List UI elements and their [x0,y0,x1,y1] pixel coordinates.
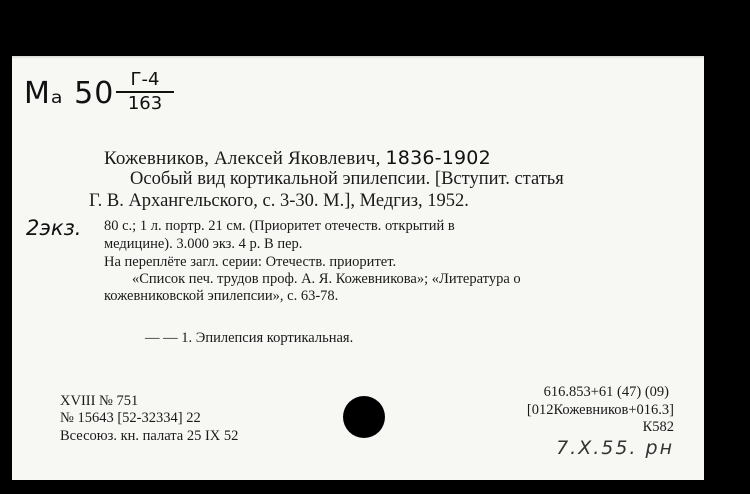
registration-line3: Всесоюз. кн. палата 25 IX 52 [60,428,239,444]
copies-mark: 2экз. [26,216,82,240]
catalog-card [12,56,704,480]
note-line1: На переплёте загл. серии: Отечеств. приоритет. [104,254,397,270]
shelfmark-main: Mₐ 50 [24,76,115,111]
classification-line3: К582 [642,419,674,435]
collation-line2: медицине). 3.000 экз. 4 р. В пер. [104,236,303,252]
collation-line1: 80 с.; 1 л. портр. 21 см. (Приоритет отечеств. открытий в [104,218,455,234]
shelfmark-numerator: Г-4 [130,69,160,90]
classification-line1: 616.853+61 (47) (09) [543,384,669,400]
shelfmark-fraction [116,70,174,114]
handwritten-date: 7.X.55. рн [556,437,674,459]
punch-hole [343,396,385,438]
note-line2: «Список печ. трудов проф. А. Я. Кожевникова»; «Литература о [132,271,521,287]
shelfmark-denominator: 163 [127,93,163,114]
registration-line2: № 15643 [52-32334] 22 [60,410,201,426]
registration-line1: XVIII № 751 [60,393,139,409]
subject-heading: — — 1. Эпилепсия кортикальная. [145,330,354,346]
entry-author [104,147,491,170]
entry-title-line2: Г. В. Архангельского, с. 3-30. М.], Медгиз, 1952. [89,191,469,211]
author-name: Кожевников, Алексей Яковлевич, [104,148,381,169]
scan-edge [12,56,704,59]
classification-line2: [012Кожевников+016.3] [526,402,674,418]
note-line3: кожевниковской эпилепсии», с. 63-78. [104,288,339,304]
author-years: 1836-1902 [385,147,491,169]
entry-title-line1: Особый вид кортикальной эпилепсии. [Вступит. статья [130,169,564,189]
